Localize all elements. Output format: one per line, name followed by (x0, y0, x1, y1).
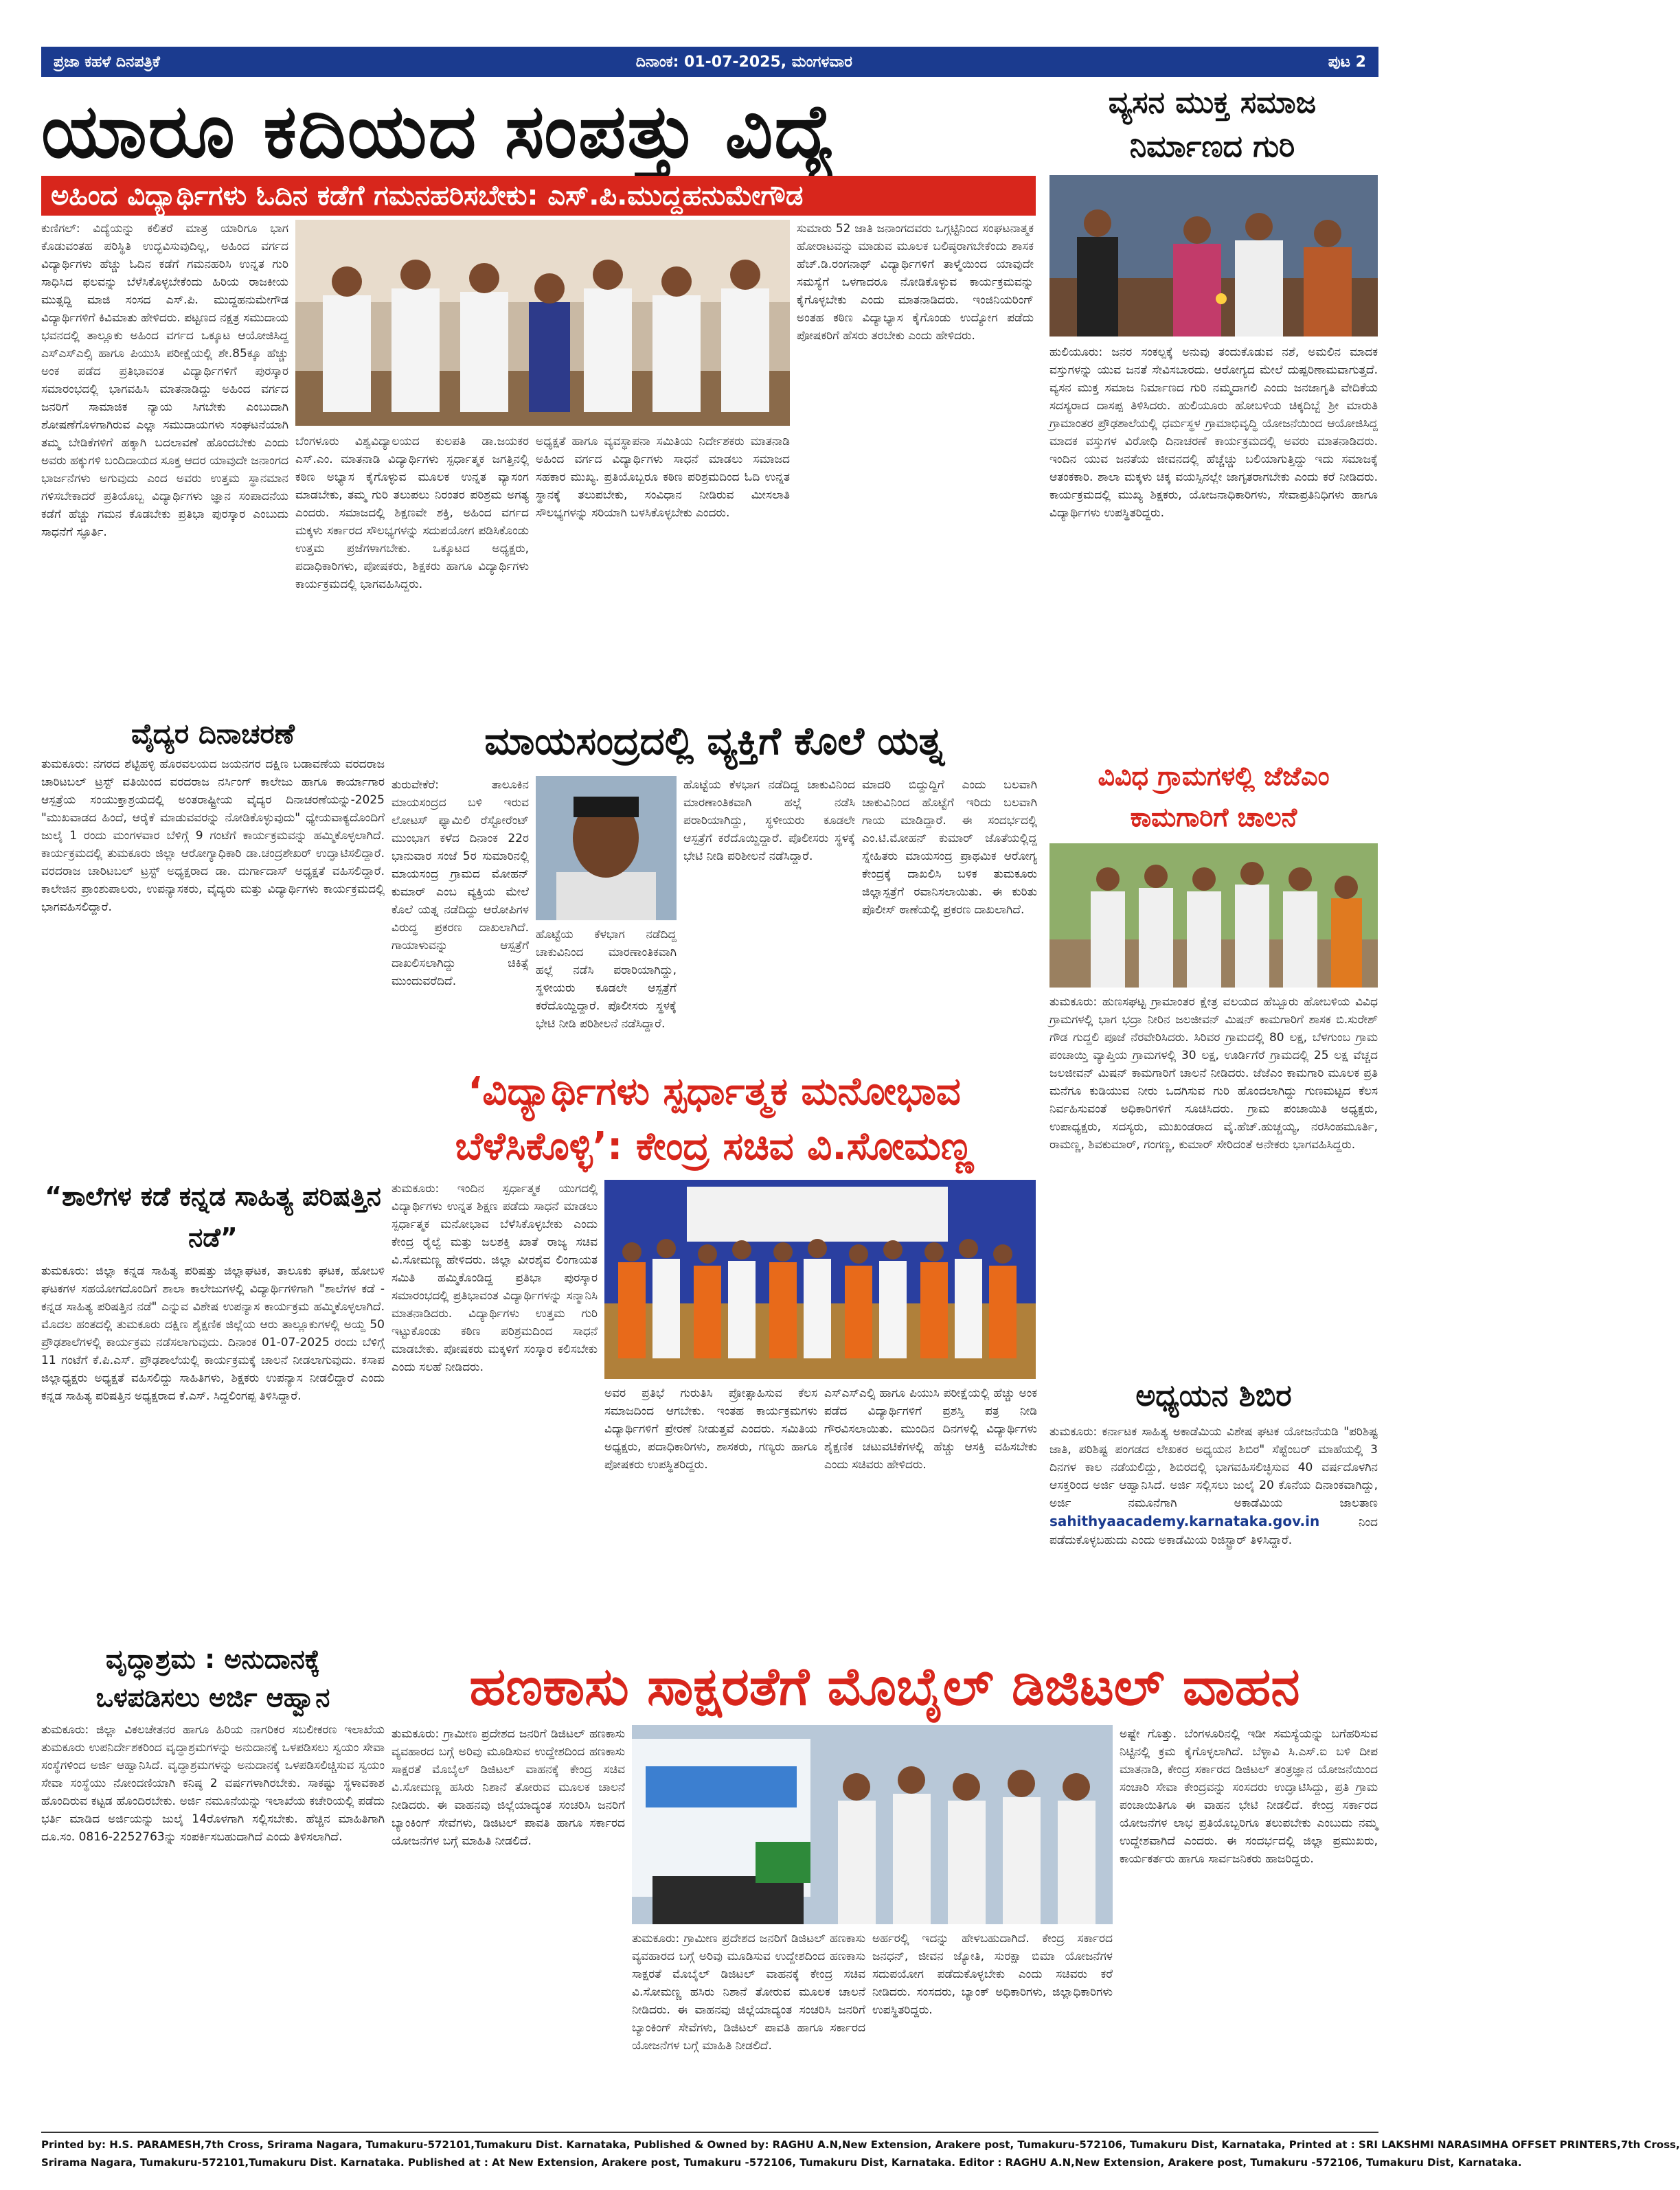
study-camp-text: ತುಮಕೂರು: ಕರ್ನಾಟಕ ಸಾಹಿತ್ಯ ಅಕಾಡೆಮಿಯ ವಿಶೇಷ ಘಟಕ ಯೋಜನೆಯಡಿ "ಪರಿಶಿಷ್ಟ ಜಾತಿ, ಪರಿಶಿಷ್ಟ ಪಂಗಡದ ಲೇಖಕರ ಅಧ್ಯಯನ ಶಿಬಿರ" ಸೆಪ್ಟೆಂಬರ್ ಮಾಹೆಯಲ್ಲಿ 3 ದಿನಗಳ ಕಾಲ ನಡೆಯಲಿದ್ದು, ಶಿಬಿರದಲ್ಲಿ ಭಾಗವಹಿಸಲಿಚ್ಛಿಸುವ 40 ವರ್ಷದೊಳಗಿನ ಆಸಕ್ತರಿಂದ ಅರ್ಜಿ ಆಹ್ವಾನಿಸಿದೆ. ಅರ್ಜಿ ಸಲ್ಲಿಸಲು ಜುಲೈ 20 ಕೊನೆಯ ದಿನಾಂಕವಾಗಿದ್ದು, ಅರ್ಜಿ ನಮೂನೆಗಾಗಿ ಅಕಾಡೆಮಿಯ ಜಾಲತಾಣ (1049, 1425, 1378, 1510)
paper-name: ಪ್ರಜಾ ಕಹಳೆ ದಿನಪತ್ರಿಕೆ (54, 53, 160, 71)
somanna-title-line1: ‘ವಿದ್ಯಾರ್ಥಿಗಳು ಸ್ಪರ್ಧಾತ್ಮಕ ಮನೋಭಾವ (468, 1069, 961, 1114)
imprint-footer (41, 2132, 1680, 2171)
main-story-col1: ಕುಣಿಗಲ್: ವಿದ್ಯೆಯನ್ನು ಕಲಿತರೆ ಮಾತ್ರ ಯಾರಿಗೂ ಭಾಗ ಕೊಡುವಂತಹ ಪರಿಸ್ಥಿತಿ ಉದ್ಭವಿಸುವುದಿಲ್ಲ, ಅಹಿಂದ ವರ್ಗದ ವಿದ್ಯಾರ್ಥಿಗಳು ಹೆಚ್ಚು ಓದಿನ ಕಡೆಗೆ ಗಮನಹರಿಸಿ ಉನ್ನತ ಗುರಿ ಸಾಧಿಸಿದ ಫಲವನ್ನು ಬೆಳೆಸಿಕೊಳ್ಳಬೇಕೆಂದು ಹಿರಿಯ ರಾಜಕೀಯ ಮುತ್ಸದ್ದಿ ಮಾಜಿ ಸಂಸದ ಎಸ್.ಪಿ. ಮುದ್ದಹನುಮೇಗೌಡ ವಿದ್ಯಾರ್ಥಿಗಳಿಗೆ ಕಿವಿಮಾತು ಹೇಳಿದರು. ಪಟ್ಟಣದ ನಕ್ಷತ್ರ ಸಮುದಾಯ ಭವನದಲ್ಲಿ ತಾಲ್ಲೂಕು ಅಹಿಂದ ವರ್ಗದ ಒಕ್ಕೂಟ ಆಯೋಜಿಸಿದ್ದ ಎಸ್ಎಸ್ಎಲ್ಸಿ ಹಾಗೂ ಪಿಯುಸಿ ಪರೀಕ್ಷೆಯಲ್ಲಿ ಶೇ.85ಕ್ಕೂ ಹೆಚ್ಚು ಅಂಕ ಪಡೆದ ಪ್ರತಿಭಾವಂತ ವಿದ್ಯಾರ್ಥಿಗಳಿಗೆ ಪುರಸ್ಕಾರ ಸಮಾರಂಭದಲ್ಲಿ ಭಾಗವಹಿಸಿ ಮಾತನಾಡಿದ್ದು ಅಹಿಂದ ವರ್ಗದ ಜನರಿಗೆ ಸಾಮಾಜಿಕ ನ್ಯಾಯ ಸಿಗಬೇಕು ಎಂಬುದಾಗಿ ಶೋಷಣೆಗೊಳಗಾಗಿರುವ ಎಲ್ಲಾ ಸಮುದಾಯಗಳು ಸಂಘಟನೆಯಾಗಿ ತಮ್ಮ ಬೇಡಿಕೆಗಳಿಗೆ ಹಕ್ಕಾಗಿ ಬದಲಾವಣೆ ಹೊಂದಬೇಕು ಎಂದು ಅವರು ಹಕ್ಕುಗಳಿ ಬಂದಿದಾಯದ ಸೂಕ್ತ ಆದರ ಯಾವುದೇ ಜನಾಂಗದ ಭಾರ್ಜನೆಗಳು ಅಗುವುದು ಎಂದ ಅವರು ಉತ್ತಮ ಸ್ಥಾನಮಾನ ಗಳಿಸಬೇಕಾದರೆ ಪ್ರತಿಯೊಬ್ಬ ವಿದ್ಯಾರ್ಥಿಗಳು ಜ್ಞಾನ ಸಂಪಾದನೆಯ ಕಡೆಗೆ ಹೆಚ್ಚು ಗಮನ ಕೊಡಬೇಕು ಪ್ರತಿಭಾ ಪುರಸ್ಕಾರ ಎಂಬುದು ಸಾಧನೆಗೆ ಸ್ಫೂರ್ತಿ. (41, 222, 288, 539)
groundbreaking-photo (1049, 843, 1378, 988)
study-camp-link[interactable]: sahithyaacademy.karnataka.gov.in (1049, 1513, 1320, 1529)
murder-attempt-col1: ತುರುವೇಕೆರೆ: ತಾಲೂಕಿನ ಮಾಯಸಂದ್ರದ ಬಳಿ ಇರುವ ಲೋಟಸ್ ಫ್ಯಾಮಿಲಿ ರೆಸ್ಟೋರೆಂಟ್ ಮುಂಭಾಗ ಕಳೆದ ದಿನಾಂಕ 22ರ ಭಾನುವಾರ ಸಂಜೆ 5ರ ಸುಮಾರಿನಲ್ಲಿ ಮಾಯಸಂದ್ರ ಗ್ರಾಮದ ಮೋಹನ್ ಕುಮಾರ್ ಎಂಬ ವ್ಯಕ್ತಿಯ ಮೇಲೆ ಕೊಲೆ ಯತ್ನ ನಡೆದಿದ್ದು ಆರೋಪಿಗಳ ವಿರುದ್ಧ ಪ್ರಕರಣ ದಾಖಲಾಗಿದೆ. ಗಾಯಾಳುವನ್ನು ಆಸ್ಪತ್ರೆಗೆ ದಾಖಲಿಸಲಾಗಿದ್ದು ಚಿಕಿತ್ಸೆ ಮುಂದುವರೆದಿದೆ. (391, 778, 529, 988)
imprint-line1: Printed by: H.S. PARAMESH,7th Cross, Srirama Nagara, Tumakuru-572101,Tumakuru Dist. Karnataka, Published & Owned by: RAGHU A.N,New Extension, Arakere post, Tumakuru-572106, Tumakuru Dist, Karnataka, Printed at : SRI LAKSHMI NARASIMHA OFFSET PRINTERS,7th Cross, (41, 2138, 1680, 2151)
page-number: ಪುಟ 2 (1328, 53, 1366, 71)
kannada-parishat-title: “ಶಾಲೆಗಳ ಕಡೆ ಕನ್ನಡ ಸಾಹಿತ್ಯ ಪರಿಷತ್ತಿನ ನಡೆ” (45, 1181, 381, 1253)
somanna-col3: ಎಸ್ಎಸ್ಎಲ್ಸಿ ಹಾಗೂ ಪಿಯುಸಿ ಪರೀಕ್ಷೆಯಲ್ಲಿ ಹೆಚ್ಚು ಅಂಕ ಪಡೆದ ವಿದ್ಯಾರ್ಥಿಗಳಿಗೆ ಪ್ರಶಸ್ತಿ ಪತ್ರ ನೀಡಿ ಗೌರವಿಸಲಾಯಿತು. ಮುಂದಿನ ದಿನಗಳಲ್ಲಿ ವಿದ್ಯಾರ್ಥಿಗಳು ಶೈಕ್ಷಣಿಕ ಚಟುವಟಿಕೆಗಳಲ್ಲಿ ಹೆಚ್ಚು ಆಸಕ್ತಿ ವಹಿಸಬೇಕು ಎಂದು ಸಚಿವರು ಹೇಳಿದರು. (824, 1387, 1037, 1472)
victim-portrait (536, 776, 677, 920)
kannada-parishat-body: ತುಮಕೂರು: ಜಿಲ್ಲಾ ಕನ್ನಡ ಸಾಹಿತ್ಯ ಪರಿಷತ್ತು ಜಿಲ್ಲಾಘಟಕ, ತಾಲೂಕು ಘಟಕ, ಹೋಬಳಿ ಘಟಕಗಳ ಸಹಯೋಗದೊಂದಿಗೆ ಶಾಲಾ ಕಾಲೇಜುಗಳಲ್ಲಿ ವಿದ್ಯಾರ್ಥಿಗಳಿಗಾಗಿ "ಶಾಲೆಗಳ ಕಡೆ - ಕನ್ನಡ ಸಾಹಿತ್ಯ ಪರಿಷತ್ತಿನ ನಡೆ" ಎನ್ನುವ ವಿಶೇಷ ಉಪನ್ಯಾಸ ಕಾರ್ಯಕ್ರಮ ಹಮ್ಮಿಕೊಳ್ಳಲಾಗಿದೆ. ಮೊದಲ ಹಂತದಲ್ಲಿ ತುಮಕೂರು ದಕ್ಷಿಣ ಶೈಕ್ಷಣಿಕ ಜಿಲ್ಲೆಯ ಆರು ತಾಲ್ಲೂಕುಗಳಲ್ಲಿ ಅಯ್ದ 50 ಪ್ರೌಢಶಾಲೆಗಳಲ್ಲಿ ಕಾರ್ಯಕ್ರಮ ನಡೆಸಲಾಗುವುದು. ದಿನಾಂಕ 01-07-2025 ರಂದು ಬೆಳಿಗ್ಗೆ 11 ಗಂಟೆಗೆ ಕೆ.ಪಿ.ಎಸ್. ಪ್ರೌಢಶಾಲೆಯಲ್ಲಿ ಕಾರ್ಯಕ್ರಮಕ್ಕೆ ಚಾಲನೆ ನೀಡಲಾಗುವುದು. ಕಸಾಪ ಜಿಲ್ಲಾಧ್ಯಕ್ಷರು ಅಧ್ಯಕ್ಷತೆ ವಹಿಸಲಿದ್ದು ಸಾಹಿತಿಗಳು, ಶಿಕ್ಷಕರು ಉಪನ್ಯಾಸ ನೀಡಲಿದ್ದಾರೆ ಎಂದು ಕನ್ನಡ ಸಾಹಿತ್ಯ ಪರಿಷತ್ತಿನ ಅಧ್ಯಕ್ಷರಾದ ಕೆ.ಎಸ್. ಸಿದ್ದಲಿಂಗಪ್ಪ ತಿಳಿಸಿದ್ದಾರೆ. (41, 1264, 385, 1403)
oldage-body: ತುಮಕೂರು: ಜಿಲ್ಲಾ ವಿಕಲಚೇತನರ ಹಾಗೂ ಹಿರಿಯ ನಾಗರಿಕರ ಸಬಲೀಕರಣ ಇಲಾಖೆಯ ತುಮಕೂರು ಉಪನಿರ್ದೇಶಕರಿಂದ ವೃದ್ಧಾಶ್ರಮಗಳನ್ನು ಅನುದಾನಕ್ಕೆ ಒಳಪಡಿಸಲು ಸ್ವಯಂ ಸೇವಾ ಸಂಸ್ಥೆಗಳಿಂದ ಅರ್ಜಿ ಆಹ್ವಾನಿಸಿದೆ. ವೃದ್ಧಾಶ್ರಮಗಳನ್ನು ಅನುದಾನಕ್ಕೆ ಒಳಪಡಿಸಲಿಚ್ಚಿಸುವ ಸ್ವಯಂ ಸೇವಾ ಸಂಸ್ಥೆಯು ನೋಂದಣಿಯಾಗಿ ಕನಿಷ್ಠ 2 ವರ್ಷಗಳಾಗಿರಬೇಕು. ಸಾಕಷ್ಟು ಸ್ಥಳಾವಕಾಶ ಹೊಂದಿರುವ ಕಟ್ಟಡ ಹೊಂದಿರಬೇಕು. ಅರ್ಜಿ ನಮೂನೆಯನ್ನು ಇಲಾಖೆಯ ಕಚೇರಿಯಲ್ಲಿ ಪಡೆದು ಭರ್ತಿ ಮಾಡಿದ ಅರ್ಜಿಯನ್ನು ಜುಲೈ 14ರೊಳಗಾಗಿ ಸಲ್ಲಿಸಬೇಕು. ಹೆಚ್ಚಿನ ಮಾಹಿತಿಗಾಗಿ ದೂ.ಸಂ. 0816-2252763ನ್ನು ಸಂಪರ್ಕಿಸಬಹುದಾಗಿದೆ ಎಂದು ತಿಳಿಸಲಾಗಿದೆ. (41, 1723, 385, 1844)
side-story-body: ಹುಲಿಯೂರು: ಜನರ ಸಂಕಲ್ಪಕ್ಕೆ ಅನುವು ತಂದುಕೊಡುವ ನಶೆ, ಅಮಲಿನ ಮಾದಕ ವಸ್ತುಗಳನ್ನು ಯುವ ಜನತೆ ಸೇವಿಸಬಾರದು. ಆರೋಗ್ಯದ ಮೇಲೆ ದುಷ್ಪರಿಣಾಮವಾಗುತ್ತದೆ. ವ್ಯಸನ ಮುಕ್ತ ಸಮಾಜ ನಿರ್ಮಾಣದ ಗುರಿ ನಮ್ಮದಾಗಲಿ ಎಂದು ಜನಜಾಗೃತಿ ವೇದಿಕೆಯ ಸದಸ್ಯರಾದ ದಾಸಪ್ಪ ತಿಳಿಸಿದರು. ಹುಲಿಯೂರು ಹೋಬಳಿಯ ಚಿಕ್ಕದಿಬ್ಬೆ ಶ್ರೀ ಮಾರುತಿ ಗ್ರಾಮಾಂತರ ಪ್ರೌಢಶಾಲೆಯಲ್ಲಿ ಧರ್ಮಸ್ಥಳ ಗ್ರಾಮಾಭಿವೃದ್ಧಿ ಯೋಜನೆಯಿಂದ ಆಯೋಜಿಸಿದ್ದ ಮಾದಕ ವಸ್ತುಗಳ ವಿರೋಧಿ ದಿನಾಚರಣೆ ಕಾರ್ಯಕ್ರಮದಲ್ಲಿ ಅವರು ಮಾತನಾಡಿದರು. ಇಂದಿನ ಯುವ ಜನತೆಯ ಜೀವನದಲ್ಲಿ ಹೆಚ್ಚೆಚ್ಚು ಬಲಿಯಾಗುತ್ತಿದ್ದು ಇದು ಸಮಾಜಕ್ಕೆ ಆತಂಕಕಾರಿ. ಶಾಲಾ ಮಕ್ಕಳು ಚಿಕ್ಕ ವಯಸ್ಸಿನಲ್ಲೇ ಜಾಗೃತರಾಗಬೇಕು ಎಂದು ಕರೆ ನೀಡಿದರು. ಕಾರ್ಯಕ್ರಮದಲ್ಲಿ ಮುಖ್ಯ ಶಿಕ್ಷಕರು, ಯೋಜನಾಧಿಕಾರಿಗಳು, ಸೇವಾಪ್ರತಿನಿಧಿಗಳು ಹಾಗೂ ವಿದ್ಯಾರ್ಥಿಗಳು ಉಪಸ್ಥಿತರಿದ್ದರು. (1049, 345, 1378, 520)
doctors-day-title: ವೈದ್ಯರ ದಿನಾಚರಣೆ (131, 718, 295, 750)
main-story-col4: ಸುಮಾರು 52 ಜಾತಿ ಜನಾಂಗದವರು ಒಗ್ಗಟ್ಟಿನಿಂದ ಸಂಘಟನಾತ್ಮಕ ಹೋರಾಟವನ್ನು ಮಾಡುವ ಮೂಲಕ ಬಲಿಷ್ಠರಾಗಬೇಕೆಂದು ಶಾಸಕ ಹೆಚ್.ಡಿ.ರಂಗನಾಥ್ ವಿದ್ಯಾರ್ಥಿಗಳಿಗೆ ತಾಳ್ಮೆಯಿಂದ ಯಾವುದೇ ಸಮಸ್ಯೆಗೆ ಒಳಗಾದರೂ ನೋಡಿಕೊಳ್ಳುವ ಕಾರ್ಯಕ್ರಮವನ್ನು ಕೈಗೊಳ್ಳಬೇಕು ಎಂದು ಮಾತನಾಡಿದರು. ಇಂಜಿನಿಯರಿಂಗ್ ಅಂತಹ ಕಠಿಣ ವಿದ್ಯಾಭ್ಯಾಸ ಕೈಗೊಂಡು ಉದ್ಯೋಗ ಪಡೆದು ಪೋಷಕರಿಗೆ ಹೆಸರು ತರಬೇಕು ಎಂದು ಹೇಳಿದರು. (797, 222, 1034, 343)
page-header-bar (41, 47, 1378, 77)
finance-photo (632, 1725, 1113, 1924)
side-story-title: ವ್ಯಸನ ಮುಕ್ತ ಸಮಾಜ ನಿರ್ಮಾಣದ ಗುರಿ (1108, 85, 1317, 164)
murder-attempt-col1b: ಹೊಟ್ಟೆಯ ಕೆಳಭಾಗ ನಡೆದಿದ್ದ ಚಾಕುವಿನಿಂದ ಮಾರಣಾಂತಿಕವಾಗಿ ಹಲ್ಲೆ ನಡೆಸಿ ಪರಾರಿಯಾಗಿದ್ದು, ಸ್ಥಳೀಯರು ಕೂಡಲೇ ಆಸ್ಪತ್ರೆಗೆ ಕರೆದೊಯ್ದಿದ್ದಾರೆ. ಪೊಲೀಸರು ಸ್ಥಳಕ್ಕೆ ಭೇಟಿ ನೀಡಿ ಪರಿಶೀಲನೆ ನಡೆಸಿದ್ದಾರೆ. (536, 928, 677, 1031)
flag-off-photo (632, 1725, 1113, 1924)
main-subheadline: ಅಹಿಂದ ವಿದ್ಯಾರ್ಥಿಗಳು ಓದಿನ ಕಡೆಗೆ ಗಮನಹರಿಸಬೇಕು: ಎಸ್.ಪಿ.ಮುದ್ದಹನುಮೇಗೌಡ (41, 176, 1036, 216)
somanna-col2: ಅವರ ಪ್ರತಿಭೆ ಗುರುತಿಸಿ ಪ್ರೋತ್ಸಾಹಿಸುವ ಕೆಲಸ ಸಮಾಜದಿಂದ ಆಗಬೇಕು. ಇಂತಹ ಕಾರ್ಯಕ್ರಮಗಳು ವಿದ್ಯಾರ್ಥಿಗಳಿಗೆ ಪ್ರೇರಣೆ ನೀಡುತ್ತವೆ ಎಂದರು. ಸಮಿತಿಯ ಅಧ್ಯಕ್ಷರು, ಪದಾಧಿಕಾರಿಗಳು, ಶಾಸಕರು, ಗಣ್ಯರು ಹಾಗೂ ಪೋಷಕರು ಉಪಸ್ಥಿತರಿದ್ದರು. (604, 1387, 817, 1472)
murder-attempt-title: ಮಾಯಸಂದ್ರದಲ್ಲಿ ವ್ಯಕ್ತಿಗೆ ಕೊಲೆ ಯತ್ನ (484, 719, 944, 764)
lamp-lighting-photo (295, 220, 790, 426)
finance-col2: ಅರ್ಹರಲ್ಲಿ ಇದನ್ನು ಹೇಳಬಹುದಾಗಿದೆ. ಕೇಂದ್ರ ಸರ್ಕಾರದ ಜನಧನ್, ಜೀವನ ಜ್ಯೋತಿ, ಸುರಕ್ಷಾ ಬಿಮಾ ಯೋಜನೆಗಳ ಸದುಪಯೋಗ ಪಡೆದುಕೊಳ್ಳಬೇಕು ಎಂದು ಸಚಿವರು ಕರೆ ನೀಡಿದರು. ಸಂಸದರು, ಬ್ಯಾಂಕ್ ಅಧಿಕಾರಿಗಳು, ಜಿಲ್ಲಾಧಿಕಾರಿಗಳು ಉಪಸ್ಥಿತರಿದ್ದರು. (872, 1932, 1113, 2017)
somanna-title-line2: ಬೆಳೆಸಿಕೊಳ್ಳಿ’: ಕೇಂದ್ರ ಸಚಿವ ವಿ.ಸೋಮಣ್ಣ (455, 1124, 974, 1169)
study-camp-text2: ನಿಂದ ಪಡೆದುಕೊಳ್ಳಬಹುದು ಎಂದು ಅಕಾಡೆಮಿಯ ರಿಜಿಸ್ಟ್ರಾರ್ ತಿಳಿಸಿದ್ದಾರೆ. (1049, 1516, 1378, 1547)
issue-date: ದಿನಾಂಕ: 01-07-2025, ಮಂಗಳವಾರ (635, 53, 852, 71)
felicitation-photo (604, 1180, 1036, 1379)
main-story-col3: ಅಧ್ಯಕ್ಷತೆ ಹಾಗೂ ವ್ಯವಸ್ಥಾಪನಾ ಸಮಿತಿಯ ನಿರ್ದೇಶಕರು ಮಾತನಾಡಿ ಅಹಿಂದ ವರ್ಗದ ವಿದ್ಯಾರ್ಥಿಗಳು ಸಾಧನೆ ಮಾಡಲು ಸಮಾಜದ ಸಹಕಾರ ಮುಖ್ಯ. ಪ್ರತಿಯೊಬ್ಬರೂ ಕಠಿಣ ಪರಿಶ್ರಮದಿಂದ ಓದಿ ಉನ್ನತ ಸ್ಥಾನಕ್ಕೆ ತಲುಪಬೇಕು, ಸಂವಿಧಾನ ನೀಡಿರುವ ಮೀಸಲಾತಿ ಸೌಲಭ್ಯಗಳನ್ನು ಸರಿಯಾಗಿ ಬಳಸಿಕೊಳ್ಳಬೇಕು ಎಂದರು. (536, 435, 790, 520)
jjm-photo (1049, 843, 1378, 988)
main-story-photo (295, 220, 790, 426)
jjm-body: ತುಮಕೂರು: ಹುಣಸಘಟ್ಟ ಗ್ರಾಮಾಂತರ ಕ್ಷೇತ್ರ ವಲಯದ ಹೆಬ್ಬೂರು ಹೋಬಳಿಯ ವಿವಿಧ ಗ್ರಾಮಗಳಲ್ಲಿ ಭಾಗ ಭದ್ರಾ ನೀರಿನ ಜಲಜೀವನ್ ಮಿಷನ್ ಕಾಮಗಾರಿಗೆ ಶಾಸಕ ಬಿ.ಸುರೇಶ್ ಗೌಡ ಗುದ್ದಲಿ ಪೂಜೆ ನೆರವೇರಿಸಿದರು. ಸಿರಿವರ ಗ್ರಾಮದಲ್ಲಿ 80 ಲಕ್ಷ, ಬೆಳಗುಂಬ ಗ್ರಾಮ ಪಂಚಾಯ್ತಿ ವ್ಯಾಪ್ತಿಯ ಗ್ರಾಮಗಳಲ್ಲಿ 30 ಲಕ್ಷ, ಊರ್ಡಿಗೆರೆ ಗ್ರಾಮದಲ್ಲಿ 25 ಲಕ್ಷ ವೆಚ್ಚದ ಜಲಜೀವನ್ ಮಿಷನ್ ಕಾಮಗಾರಿಗೆ ಚಾಲನೆ ನೀಡಿದರು. ಜೆಜೆಎಂ ಕಾಮಗಾರಿ ಮೂಲಕ ಪ್ರತಿ ಮನೆಗೂ ಕುಡಿಯುವ ನೀರು ಒದಗಿಸುವ ಗುರಿ ಹೊಂದಲಾಗಿದ್ದು ಗುಣಮಟ್ಟದ ಕೆಲಸ ನಿರ್ವಹಿಸುವಂತೆ ಅಧಿಕಾರಿಗಳಿಗೆ ಸೂಚಿಸಿದರು. ಗ್ರಾಮ ಪಂಚಾಯಿತಿ ಅಧ್ಯಕ್ಷರು, ಉಪಾಧ್ಯಕ್ಷರು, ಸದಸ್ಯರು, ಮುಖಂಡರಾದ ವೈ.ಹೆಚ್.ಹುಚ್ಚಯ್ಯ, ನರಸಿಂಹಮೂರ್ತಿ, ರಾಮಣ್ಣ, ಶಿವಕುಮಾರ್, ಗಂಗಣ್ಣ, ಕುಮಾರ್ ಸೇರಿದಂತೆ ಅನೇಕರು ಭಾಗವಹಿಸಿದ್ದರು. (1049, 995, 1378, 1152)
somanna-photo (604, 1180, 1036, 1379)
oldage-title-line2: ಒಳಪಡಿಸಲು ಅರ್ಜಿ ಆಹ್ವಾನ (95, 1683, 330, 1713)
finance-col1: ತುಮಕೂರು: ಗ್ರಾಮೀಣ ಪ್ರದೇಶದ ಜನರಿಗೆ ಡಿಜಿಟಲ್ ಹಣಕಾಸು ವ್ಯವಹಾರದ ಬಗ್ಗೆ ಅರಿವು ಮೂಡಿಸುವ ಉದ್ದೇಶದಿಂದ ಹಣಕಾಸು ಸಾಕ್ಷರತೆ ಮೊಬೈಲ್ ಡಿಜಿಟಲ್ ವಾಹನಕ್ಕೆ ಕೇಂದ್ರ ಸಚಿವ ವಿ.ಸೋಮಣ್ಣ ಹಸಿರು ನಿಶಾನೆ ತೋರುವ ಮೂಲಕ ಚಾಲನೆ ನೀಡಿದರು. ಈ ವಾಹನವು ಜಿಲ್ಲೆಯಾದ್ಯಂತ ಸಂಚರಿಸಿ ಜನರಿಗೆ ಬ್ಯಾಂಕಿಂಗ್ ಸೇವೆಗಳು, ಡಿಜಿಟಲ್ ಪಾವತಿ ಹಾಗೂ ಸರ್ಕಾರದ ಯೋಜನೆಗಳ ಬಗ್ಗೆ ಮಾಹಿತಿ ನೀಡಲಿದೆ. (391, 1727, 625, 1848)
doctors-day-body: ತುಮಕೂರು: ನಗರದ ಶೆಟ್ಟಿಹಳ್ಳಿ ಹೊರವಲಯದ ಜಯನಗರ ದಕ್ಷಿಣ ಬಡಾವಣೆಯ ವರದರಾಜ ಚಾರಿಟಬಲ್ ಟ್ರಸ್ಟ್ ವತಿಯಿಂದ ವರದರಾಜ ನರ್ಸಿಂಗ್ ಕಾಲೇಜು ಹಾಗೂ ಕಾರ್ಯಾಗಾರ ಆಸ್ಪತ್ರೆಯ ಸಂಯುಕ್ತಾಶ್ರಯದಲ್ಲಿ ಅಂತರಾಷ್ಟ್ರೀಯ ವೈದ್ಯರ ದಿನಾಚರಣೆಯನ್ನು-2025 "ಮುಖವಾಡದ ಹಿಂದೆ, ಆರೈಕೆ ಮಾಡುವವರನ್ನು ನೋಡಿಕೊಳ್ಳುವುದು" ಧ್ಯೇಯವಾಕ್ಯದೊಂದಿಗೆ ಜುಲೈ 1 ರಂದು ಮಂಗಳವಾರ ಬೆಳಿಗ್ಗೆ 9 ಗಂಟೆಗೆ ಕಾರ್ಯಕ್ರಮವನ್ನು ಹಮ್ಮಿಕೊಳ್ಳಲಾಗಿದೆ. ಕಾರ್ಯಕ್ರಮದಲ್ಲಿ ತುಮಕೂರು ಜಿಲ್ಲಾ ಆರೋಗ್ಯಾಧಿಕಾರಿ ಡಾ.ಚಂದ್ರಶೇಖರ್ ಉದ್ಘಾಟಿಸಲಿದ್ದಾರೆ. ವರದರಾಜ ಚಾರಿಟಬಲ್ ಟ್ರಸ್ಟ್ ಅಧ್ಯಕ್ಷರಾದ ಡಾ. ದುರ್ಗಾದಾಸ್ ಅಧ್ಯಕ್ಷತೆ ವಹಿಸಲಿದ್ದಾರೆ. ಕಾಲೇಜಿನ ಪ್ರಾಂಶುಪಾಲರು, ಉಪನ್ಯಾಸಕರು, ವೈದ್ಯರು ಮತ್ತು ವಿದ್ಯಾರ್ಥಿಗಳು ಕಾರ್ಯಕ್ರಮದಲ್ಲಿ ಭಾಗವಹಿಸಲಿದ್ದಾರೆ. (41, 757, 385, 914)
finance-col3: ಅಷ್ಟೇ ಗೊತ್ತು. ಬೆಂಗಳೂರಿನಲ್ಲಿ ಇಡೀ ಸಮಸ್ಯೆಯನ್ನು ಬಗೆಹರಿಸುವ ನಿಟ್ಟಿನಲ್ಲಿ ಕ್ರಮ ಕೈಗೊಳ್ಳಲಾಗಿದೆ. ಬೆಳ್ಳಾವಿ ಸಿ.ಎಸ್.ಐ ಬಳಿ ದೀಪ ಮಾತನಾಡಿ, ಕೇಂದ್ರ ಸರ್ಕಾರದ ಡಿಜಿಟಲ್ ತಂತ್ರಜ್ಞಾನ ಯೋಜನೆಯಿಂದ ಸಂಚಾರಿ ಸೇವಾ ಕೇಂದ್ರವನ್ನು ಸಂಸದರು ಉದ್ಘಾಟಿಸಿದ್ದು, ಪ್ರತಿ ಗ್ರಾಮ ಪಂಚಾಯಿತಿಗೂ ಈ ವಾಹನ ಭೇಟಿ ನೀಡಲಿದೆ. ಕೇಂದ್ರ ಸರ್ಕಾರದ ಯೋಜನೆಗಳ ಲಾಭ ಪ್ರತಿಯೊಬ್ಬರಿಗೂ ತಲುಪಬೇಕು ಎಂಬುದು ನಮ್ಮ ಉದ್ದೇಶವಾಗಿದೆ ಎಂದರು. ಈ ಸಂದರ್ಭದಲ್ಲಿ ಜಿಲ್ಲಾ ಪ್ರಮುಖರು, ಕಾರ್ಯಕರ್ತರು ಹಾಗೂ ಸಾರ್ವಜನಿಕರು ಹಾಜರಿದ್ದರು. (1120, 1727, 1378, 1866)
main-story-col2: ಬೆಂಗಳೂರು ವಿಶ್ವವಿದ್ಯಾಲಯದ ಕುಲಪತಿ ಡಾ.ಜಯಕರ ಎಸ್.ಎಂ. ಮಾತನಾಡಿ ವಿದ್ಯಾರ್ಥಿಗಳು ಸ್ಪರ್ಧಾತ್ಮಕ ಜಗತ್ತಿನಲ್ಲಿ ಕಠಿಣ ಅಭ್ಯಾಸ ಕೈಗೊಳ್ಳುವ ಮೂಲಕ ಉನ್ನತ ವ್ಯಾಸಂಗ ಮಾಡಬೇಕು, ತಮ್ಮ ಗುರಿ ತಲುಪಲು ನಿರಂತರ ಪರಿಶ್ರಮ ಅಗತ್ಯ ಎಂದರು. ಸಮಾಜದಲ್ಲಿ ಶಿಕ್ಷಣವೇ ಶಕ್ತಿ, ಅಹಿಂದ ವರ್ಗದ ಮಕ್ಕಳು ಸರ್ಕಾರದ ಸೌಲಭ್ಯಗಳನ್ನು ಸದುಪಯೋಗ ಪಡಿಸಿಕೊಂಡು ಉತ್ತಮ ಪ್ರಜೆಗಳಾಗಬೇಕು. ಒಕ್ಕೂಟದ ಅಧ್ಯಕ್ಷರು, ಪದಾಧಿಕಾರಿಗಳು, ಪೋಷಕರು, ಶಿಕ್ಷಕರು ಹಾಗೂ ವಿದ್ಯಾರ್ಥಿಗಳು ಕಾರ್ಯಕ್ರಮದಲ್ಲಿ ಭಾಗವಹಿಸಿದ್ದರು. (295, 435, 529, 591)
main-headline: ಯಾರೂ ಕದಿಯದ ಸಂಪತ್ತು ವಿದ್ಯೆ (41, 89, 837, 174)
imprint-line2: Srirama Nagara, Tumakuru-572101,Tumakuru Dist. Karnataka. Published at : At New Extension, Arakere post, Tumakuru -572106, Tumakuru Dist, Karnataka. Editor : RAGHU A.N,New Extension, Arakere post, Tumakuru -572106, Tumakuru Dist, Karnataka. (41, 2156, 1522, 2169)
somanna-col1: ತುಮಕೂರು: ಇಂದಿನ ಸ್ಪರ್ಧಾತ್ಮಕ ಯುಗದಲ್ಲಿ ವಿದ್ಯಾರ್ಥಿಗಳು ಉನ್ನತ ಶಿಕ್ಷಣ ಪಡೆದು ಸಾಧನೆ ಮಾಡಲು ಸ್ಪರ್ಧಾತ್ಮಕ ಮನೋಭಾವ ಬೆಳೆಸಿಕೊಳ್ಳಬೇಕು ಎಂದು ಕೇಂದ್ರ ರೈಲ್ವೆ ಮತ್ತು ಜಲಶಕ್ತಿ ಖಾತೆ ರಾಜ್ಯ ಸಚಿವ ವಿ.ಸೋಮಣ್ಣ ಹೇಳಿದರು. ಜಿಲ್ಲಾ ವೀರಶೈವ ಲಿಂಗಾಯತ ಸಮಿತಿ ಹಮ್ಮಿಕೊಂಡಿದ್ದ ಪ್ರತಿಭಾ ಪುರಸ್ಕಾರ ಸಮಾರಂಭದಲ್ಲಿ ಪ್ರತಿಭಾವಂತ ವಿದ್ಯಾರ್ಥಿಗಳನ್ನು ಸನ್ಮಾನಿಸಿ ಮಾತನಾಡಿದರು. ವಿದ್ಯಾರ್ಥಿಗಳು ಉತ್ತಮ ಗುರಿ ಇಟ್ಟುಕೊಂಡು ಕಠಿಣ ಪರಿಶ್ರಮದಿಂದ ಸಾಧನೆ ಮಾಡಬೇಕು. ಪೋಷಕರು ಮಕ್ಕಳಿಗೆ ಸಂಸ್ಕಾರ ಕಲಿಸಬೇಕು ಎಂದು ಸಲಹೆ ನೀಡಿದರು. (391, 1182, 598, 1374)
side-story-photo (1049, 175, 1378, 337)
study-camp-title: ಅಧ್ಯಯನ ಶಿಬಿರ (1135, 1378, 1292, 1413)
finance-col2a: ತುಮಕೂರು: ಗ್ರಾಮೀಣ ಪ್ರದೇಶದ ಜನರಿಗೆ ಡಿಜಿಟಲ್ ಹಣಕಾಸು ವ್ಯವಹಾರದ ಬಗ್ಗೆ ಅರಿವು ಮೂಡಿಸುವ ಉದ್ದೇಶದಿಂದ ಹಣಕಾಸು ಸಾಕ್ಷರತೆ ಮೊಬೈಲ್ ಡಿಜಿಟಲ್ ವಾಹನಕ್ಕೆ ಕೇಂದ್ರ ಸಚಿವ ವಿ.ಸೋಮಣ್ಣ ಹಸಿರು ನಿಶಾನೆ ತೋರುವ ಮೂಲಕ ಚಾಲನೆ ನೀಡಿದರು. ಈ ವಾಹನವು ಜಿಲ್ಲೆಯಾದ್ಯಂತ ಸಂಚರಿಸಿ ಜನರಿಗೆ ಬ್ಯಾಂಕಿಂಗ್ ಸೇವೆಗಳು, ಡಿಜಿಟಲ್ ಪಾವತಿ ಹಾಗೂ ಸರ್ಕಾರದ ಯೋಜನೆಗಳ ಬಗ್ಗೆ ಮಾಹಿತಿ ನೀಡಲಿದೆ. (632, 1932, 865, 2053)
victim-photo (536, 776, 677, 920)
murder-attempt-col3: ಮಾದರಿ ಬಿದ್ದುದ್ದಿಗೆ ಎಂದು ಬಲವಾಗಿ ಚಾಕುವಿನಿಂದ ಹೊಟ್ಟೆಗೆ ಇರಿದು ಬಲವಾಗಿ ಗಾಯ ಮಾಡಿದ್ದಾರೆ. ಈ ಸಂದರ್ಭದಲ್ಲಿ ಎಂ.ಟಿ.ಮೋಹನ್ ಕುಮಾರ್ ಜೊತೆಯಲ್ಲಿದ್ದ ಸ್ನೇಹಿತರು ಮಾಯಸಂದ್ರ ಪ್ರಾಥಮಿಕ ಆರೋಗ್ಯ ಕೇಂದ್ರಕ್ಕೆ ದಾಖಲಿಸಿ ಬಳಿಕ ತುಮಕೂರು ಜಿಲ್ಲಾಸ್ಪತ್ರೆಗೆ ರವಾನಿಸಲಾಯಿತು. ಈ ಕುರಿತು ಪೊಲೀಸ್ ಠಾಣೆಯಲ್ಲಿ ಪ್ರಕರಣ ದಾಖಲಾಗಿದೆ. (862, 778, 1037, 917)
oldage-title-line1: ವೃದ್ಧಾಶ್ರಮ : ಅನುದಾನಕ್ಕೆ (105, 1644, 321, 1674)
awareness-event-photo (1049, 175, 1378, 337)
finance-vehicle-title: ಹಣಕಾಸು ಸಾಕ್ಷರತೆಗೆ ಮೊಬೈಲ್ ಡಿಜಿಟಲ್ ವಾಹನ (469, 1656, 1300, 1717)
study-camp-body (1049, 1423, 1378, 1643)
jjm-title: ವಿವಿಧ ಗ್ರಾಮಗಳಲ್ಲಿ ಜೆಜೆಎಂ ಕಾಮಗಾರಿಗೆ ಚಾಲನೆ (1098, 761, 1330, 832)
murder-attempt-col2: ಹೊಟ್ಟೆಯ ಕೆಳಭಾಗ ನಡೆದಿದ್ದ ಚಾಕುವಿನಿಂದ ಮಾರಣಾಂತಿಕವಾಗಿ ಹಲ್ಲೆ ನಡೆಸಿ ಪರಾರಿಯಾಗಿದ್ದು, ಸ್ಥಳೀಯರು ಕೂಡಲೇ ಆಸ್ಪತ್ರೆಗೆ ಕರೆದೊಯ್ದಿದ್ದಾರೆ. ಪೊಲೀಸರು ಸ್ಥಳಕ್ಕೆ ಭೇಟಿ ನೀಡಿ ಪರಿಶೀಲನೆ ನಡೆಸಿದ್ದಾರೆ. (683, 778, 855, 863)
